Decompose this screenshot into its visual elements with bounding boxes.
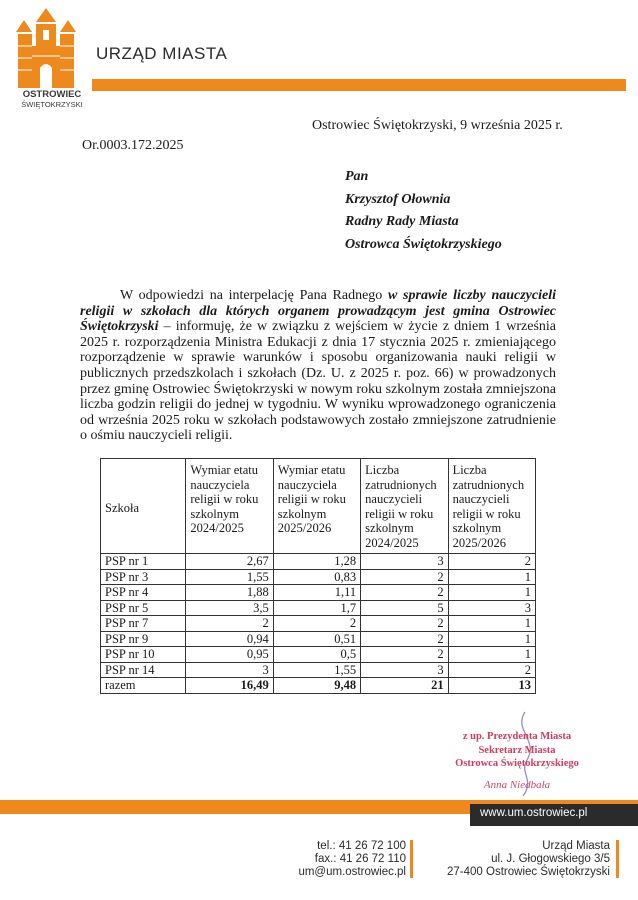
addressee-line: Ostrowca Świętokrzyskiego	[345, 236, 502, 252]
school-cell: PSP nr 10	[101, 647, 186, 663]
value-cell: 2	[186, 616, 273, 632]
table-row	[101, 647, 536, 663]
value-cell: 3	[361, 662, 448, 678]
value-cell: 2	[361, 631, 448, 647]
table-row	[101, 554, 536, 570]
value-cell: 3	[448, 600, 535, 616]
value-cell: 1	[448, 585, 535, 601]
addressee-block	[345, 166, 502, 256]
school-cell: PSP nr 7	[101, 616, 186, 632]
value-cell: 1,11	[273, 585, 360, 601]
value-cell: 2,67	[186, 554, 273, 570]
letter-date: Ostrowiec Świętokrzyski, 9 września 2025 r.	[312, 118, 563, 133]
school-cell: PSP nr 1	[101, 554, 186, 570]
value-cell: 2	[361, 616, 448, 632]
column-header-fte-2024: Wymiar etatu nauczyciela religii w roku szkolnym 2024/2025	[186, 459, 273, 554]
table-row	[101, 585, 536, 601]
value-cell: 3	[361, 554, 448, 570]
value-cell: 0,94	[186, 631, 273, 647]
address-divider	[616, 840, 619, 878]
value-cell: 1,55	[273, 662, 360, 678]
logo-city-name: OSTROWIEC ŚWIĘTOKRZYSKI	[21, 89, 83, 109]
value-cell: 1,55	[186, 569, 273, 585]
school-cell: PSP nr 14	[101, 662, 186, 678]
value-cell: 0,5	[273, 647, 360, 663]
value-cell: 3	[186, 662, 273, 678]
value-cell: 2	[448, 554, 535, 570]
footer-website-link[interactable]: www.um.ostrowiec.pl	[480, 807, 588, 819]
value-cell: 9,48	[273, 678, 360, 694]
signature-name: Anna Niedbała	[483, 778, 551, 791]
value-cell: 2	[361, 585, 448, 601]
value-cell: 1,7	[273, 600, 360, 616]
value-cell: 3,5	[186, 600, 273, 616]
table-row	[101, 600, 536, 616]
office-name: URZĄD MIASTA	[96, 44, 228, 63]
office-address: Urząd Miasta ul. J. Głogowskiego 3/5 27-400 Ostrowiec Świętokrzyski	[447, 840, 610, 878]
addressee-line: Krzysztof Ołownia	[345, 191, 451, 207]
school-cell: PSP nr 5	[101, 600, 186, 616]
value-cell: 2	[448, 662, 535, 678]
table-header-row	[101, 459, 536, 554]
castle-logo-icon	[14, 6, 78, 90]
value-cell: 2	[361, 569, 448, 585]
table-row	[101, 631, 536, 647]
letter-body	[80, 288, 556, 444]
contact-divider	[410, 840, 413, 878]
school-cell: PSP nr 4	[101, 585, 186, 601]
email-link[interactable]: um@um.ostrowiec.pl	[298, 866, 406, 878]
phone-number: tel.: 41 26 72 100	[317, 840, 406, 852]
addressee-line: Pan	[345, 169, 369, 184]
school-cell: PSP nr 3	[101, 569, 186, 585]
value-cell: 1,88	[186, 585, 273, 601]
fax-number: fax.: 41 26 72 110	[314, 853, 406, 865]
table-row	[101, 569, 536, 585]
contact-info	[250, 840, 406, 879]
value-cell: 0,83	[273, 569, 360, 585]
value-cell: 21	[361, 678, 448, 694]
table-row	[101, 616, 536, 632]
value-cell: 1	[448, 647, 535, 663]
value-cell: 1	[448, 569, 535, 585]
value-cell: 1,28	[273, 554, 360, 570]
value-cell: 16,49	[186, 678, 273, 694]
school-cell: razem	[101, 678, 186, 694]
signature-stamp: z up. Prezydenta Miasta Sekretarz Miasta Ostrowca Świętokrzyskiego Anna Niedbała	[432, 730, 602, 792]
body-subject: w sprawie liczby nauczycieli religii w szkołach dla których organem prowadzącym jest gmina Ostrowiec Świętokrzyski	[80, 288, 556, 335]
value-cell: 1	[448, 631, 535, 647]
table-total-row	[101, 678, 536, 694]
body-rest: – informuję, że w związku z wejściem w życie z dniem 1 września 2025 r. rozporządzenia Ministra Edukacji z dnia 17 stycznia 2025 r. zmieniającego rozporządzenie w sprawie warunków i sposobu organizowania nauki religii w publicznych przedszkolach i szkołach (Dz. U. z 2025 r. poz. 66) w prowadzonych przez gminę Ostrowiec Świętokrzyski w nowym roku szkolnym została zmniejszona liczba godzin religii do jednej w tygodniu. W wyniku wprowadzonego ograniczenia od września 2025 roku w szkołach podstawowych zostało zmniejszone zatrudnienie o ośmiu nauczycieli religii.	[80, 319, 556, 444]
value-cell: 0,95	[186, 647, 273, 663]
value-cell: 13	[448, 678, 535, 694]
value-cell: 2	[273, 616, 360, 632]
column-header-count-2025: Liczba zatrudnionych nauczycieli religii w roku szkolnym 2025/2026	[448, 459, 535, 554]
body-intro: W odpowiedzi na interpelację Pana Radnego	[120, 288, 388, 303]
column-header-school: Szkoła	[101, 459, 186, 554]
column-header-count-2024: Liczba zatrudnionych nauczycieli religii w roku szkolnym 2024/2025	[361, 459, 448, 554]
school-cell: PSP nr 9	[101, 631, 186, 647]
value-cell: 1	[448, 616, 535, 632]
header-accent-bar	[92, 79, 626, 91]
value-cell: 0,51	[273, 631, 360, 647]
religion-teachers-table	[100, 458, 536, 694]
column-header-fte-2025: Wymiar etatu nauczyciela religii w roku szkolnym 2025/2026	[273, 459, 360, 554]
addressee-line: Radny Rady Miasta	[345, 214, 459, 229]
case-number: Or.0003.172.2025	[82, 138, 184, 153]
table-row	[101, 662, 536, 678]
value-cell: 2	[361, 647, 448, 663]
value-cell: 5	[361, 600, 448, 616]
